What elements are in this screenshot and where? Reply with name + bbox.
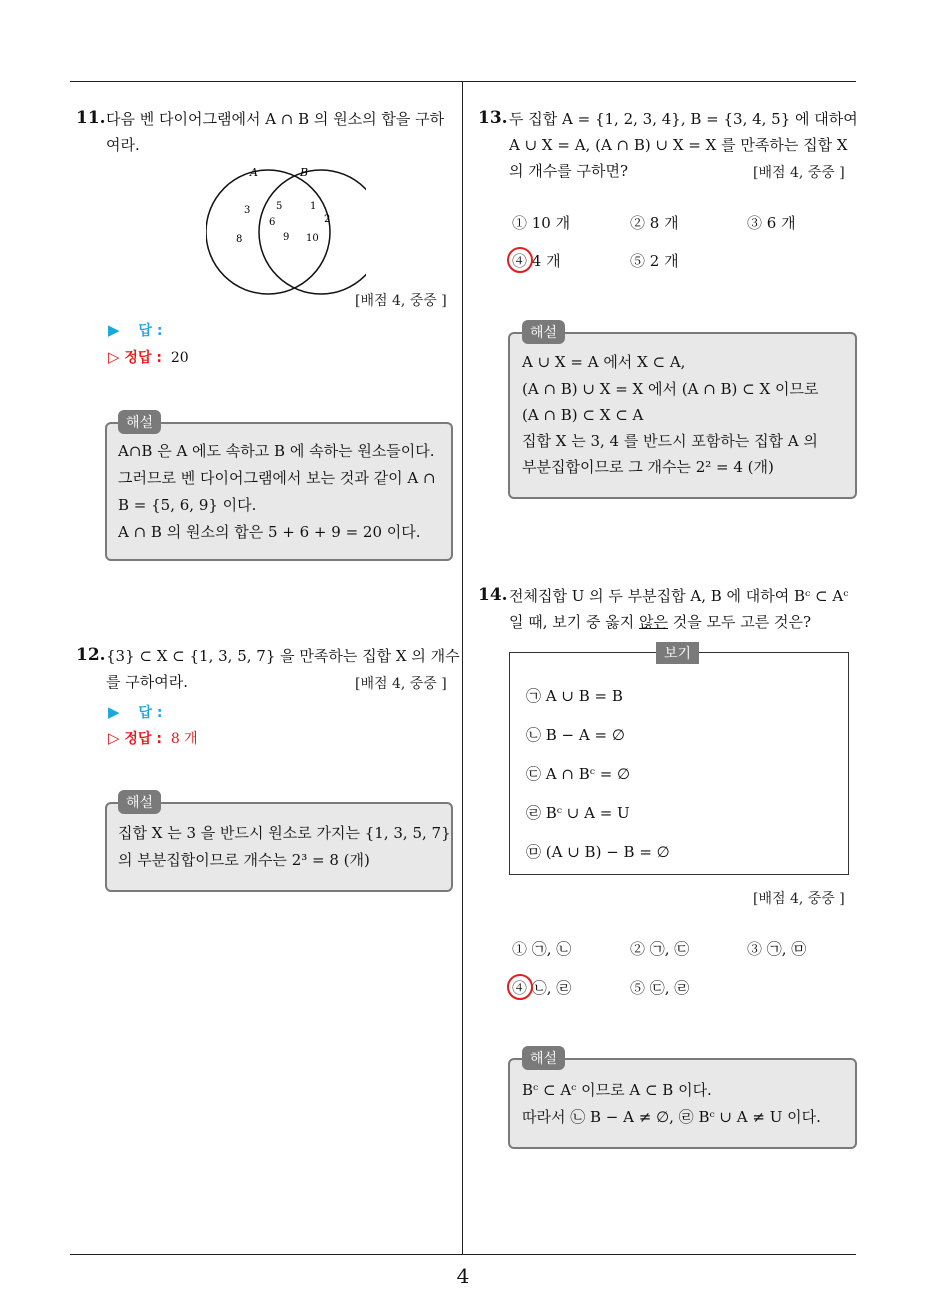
correct-answer-label: 정답 :: [124, 731, 162, 747]
question-text-line: 두 집합 A = {1, 2, 3, 4}, B = {3, 4, 5} 에 대하여: [509, 110, 858, 128]
choice-2[interactable]: ② ㉠, ㉢: [630, 940, 690, 958]
solution-line: 집합 X 는 3 을 반드시 원소로 가지는 {1, 3, 5, 7}: [118, 824, 451, 842]
question-text-line: {3} ⊂ X ⊂ {1, 3, 5, 7} 을 만족하는 집합 X 의 개수: [106, 647, 460, 665]
solution-line: (A ∩ B) ∪ X = X 에서 (A ∩ B) ⊂ X 이므로: [522, 380, 819, 398]
set-a-label: A: [250, 166, 258, 179]
solution-line: 그러므로 벤 다이어그램에서 보는 것과 같이 A ∩: [118, 469, 436, 487]
score-label: [배점 4, 중중 ]: [355, 676, 447, 692]
choice-2[interactable]: ② 8 개: [630, 214, 679, 232]
solution-line: 따라서 ㉡ B − A ≠ ∅, ㉣ Bᶜ ∪ A ≠ U 이다.: [522, 1108, 821, 1126]
correct-answer-row: [108, 728, 198, 748]
solution-line: 부분집합이므로 그 개수는 2² = 4 (개): [522, 458, 774, 476]
venn-element: 9: [283, 232, 290, 243]
solution-tag: 해설: [118, 410, 161, 434]
question-text-line: A ∪ X = A, (A ∩ B) ∪ X = X 를 만족하는 집합 X: [509, 136, 848, 154]
solution-line: B = {5, 6, 9} 이다.: [118, 496, 257, 514]
solution-line: A∩B 은 A 에도 속하고 B 에 속하는 원소들이다.: [118, 442, 435, 460]
outline-triangle-icon: ▷: [108, 348, 120, 366]
question-text-line: 를 구하여라.: [106, 673, 188, 691]
solution-line: 의 부분집합이므로 개수는 2³ = 8 (개): [118, 851, 370, 869]
correct-answer-value: 20: [170, 350, 189, 366]
bogi-item: ㉡ B − A = ∅: [526, 726, 625, 744]
bogi-item: ㉤ (A ∪ B) − B = ∅: [526, 843, 670, 861]
answer-label: 답 :: [138, 323, 163, 339]
bogi-item: ㉣ Bᶜ ∪ A = U: [526, 804, 630, 822]
question-number: 12.: [76, 645, 106, 665]
question-number: 13.: [478, 108, 508, 128]
question-text-line: [509, 609, 811, 635]
choice-1[interactable]: ① 10 개: [512, 214, 571, 232]
underlined-word: 않은: [639, 613, 669, 631]
venn-element: 1: [310, 201, 317, 212]
solution-line: 집합 X 는 3, 4 를 반드시 포함하는 집합 A 의: [522, 432, 818, 450]
set-b-label: B: [300, 166, 309, 179]
choice-4[interactable]: ④ ㉡, ㉣: [512, 979, 572, 997]
question-text-part: 일 때, 보기 중 옳지: [509, 613, 640, 631]
set-a-circle: [206, 170, 330, 294]
choice-4[interactable]: ④ 4 개: [512, 252, 561, 270]
outline-triangle-icon: ▷: [108, 729, 120, 747]
solution-line: (A ∩ B) ⊂ X ⊂ A: [522, 406, 644, 424]
score-label: [배점 4, 중중 ]: [753, 891, 845, 907]
score-label: [배점 4, 중중 ]: [753, 165, 845, 181]
solution-tag: 해설: [522, 1046, 565, 1070]
choice-5[interactable]: ⑤ ㉢, ㉣: [630, 979, 690, 997]
venn-element: 3: [244, 205, 251, 216]
correct-answer-label: 정답 :: [124, 350, 162, 366]
answer-label: 답 :: [138, 705, 163, 721]
bottom-rule: [70, 1254, 856, 1255]
correct-answer-value: 8 개: [170, 731, 198, 747]
selected-answer-circle-icon: [507, 247, 533, 273]
choice-3[interactable]: ③ 6 개: [747, 214, 796, 232]
solution-tag: 해설: [522, 320, 565, 344]
answer-row: [108, 702, 162, 722]
solution-line: A ∪ X = A 에서 X ⊂ A,: [522, 353, 686, 371]
answer-row: [108, 320, 162, 340]
question-text-line: 의 개수를 구하면?: [509, 162, 629, 180]
venn-element: 5: [276, 201, 283, 212]
question-text-line: 전체집합 U 의 두 부분집합 A, B 에 대하여 Bᶜ ⊂ Aᶜ: [509, 587, 849, 605]
bogi-item: ㉠ A ∪ B = B: [526, 687, 623, 705]
bogi-tag: 보기: [656, 642, 699, 664]
question-number: 11.: [76, 108, 106, 128]
solution-line: A ∩ B 의 원소의 합은 5 + 6 + 9 = 20 이다.: [118, 523, 421, 541]
score-label: [배점 4, 중중 ]: [355, 293, 447, 309]
question-number: 14.: [478, 585, 508, 605]
question-text-line: 다음 벤 다이어그램에서 A ∩ B 의 원소의 합을 구하: [106, 110, 445, 128]
choice-5[interactable]: ⑤ 2 개: [630, 252, 679, 270]
venn-element: 6: [269, 217, 276, 228]
venn-element: 10: [306, 233, 319, 244]
venn-element: 8: [236, 234, 243, 245]
top-rule: [70, 81, 856, 82]
selected-answer-circle-icon: [507, 974, 533, 1000]
page-number: 4: [456, 1264, 470, 1288]
venn-diagram: [206, 165, 366, 300]
solution-line: Bᶜ ⊂ Aᶜ 이므로 A ⊂ B 이다.: [522, 1081, 712, 1099]
solution-tag: 해설: [118, 790, 161, 814]
question-text-line: 여라.: [106, 136, 140, 154]
bogi-item: ㉢ A ∩ Bᶜ = ∅: [526, 765, 631, 783]
play-triangle-icon: ▶: [108, 703, 120, 721]
choice-3[interactable]: ③ ㉠, ㉤: [747, 940, 807, 958]
correct-answer-row: [108, 347, 189, 367]
choice-1[interactable]: ① ㉠, ㉡: [512, 940, 572, 958]
venn-element: 2: [324, 214, 331, 225]
column-divider: [462, 82, 463, 1254]
play-triangle-icon: ▶: [108, 321, 120, 339]
question-text-part: 것을 모두 고른 것은?: [668, 613, 812, 631]
